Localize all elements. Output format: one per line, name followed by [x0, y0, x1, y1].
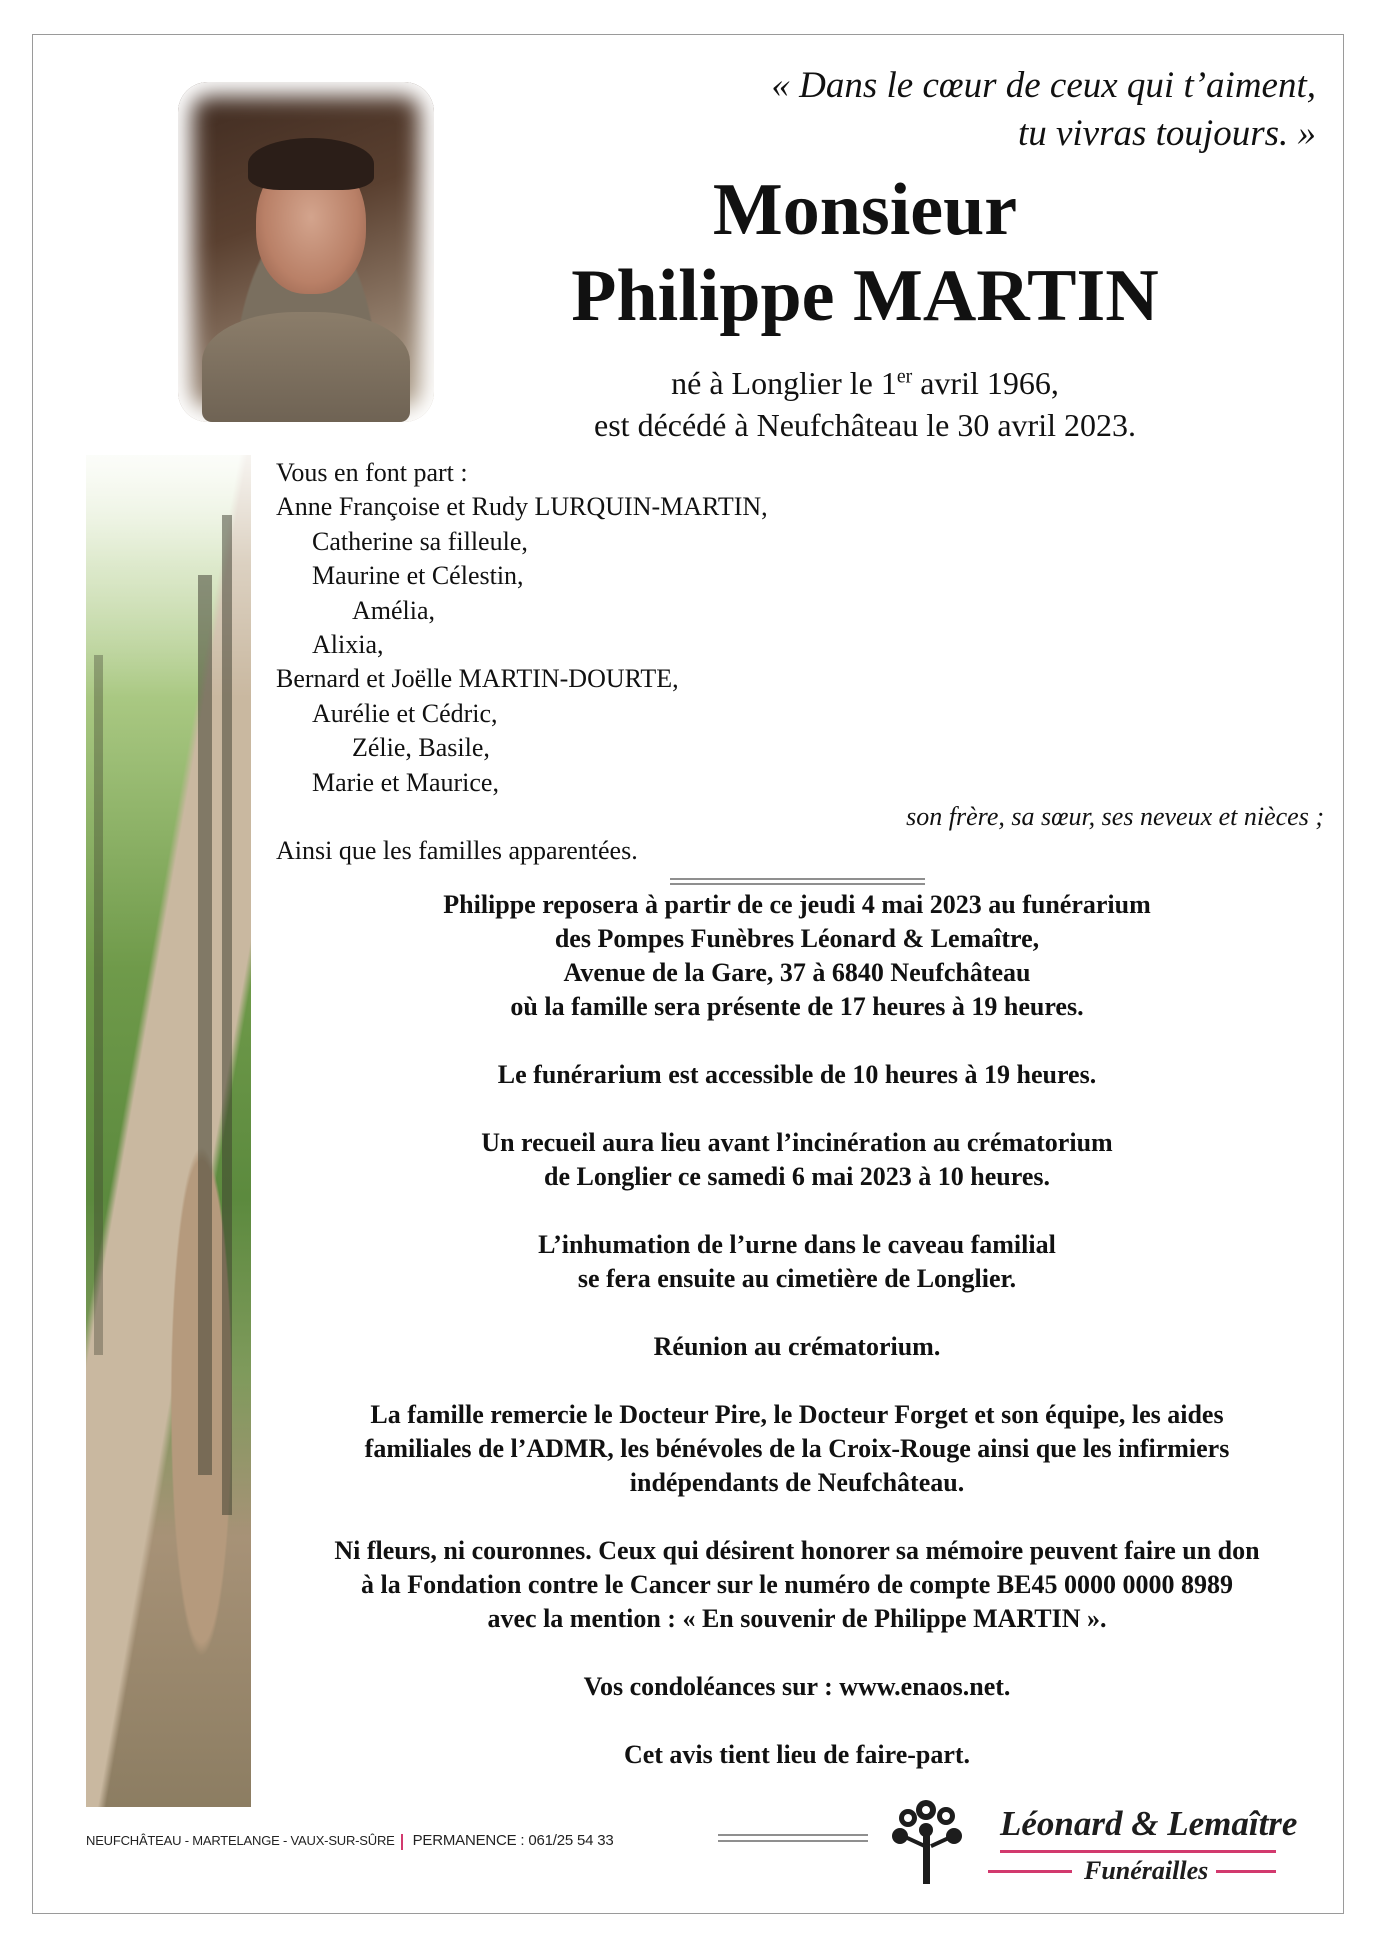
family-member-line: Alixia, [312, 629, 384, 659]
birth-death-dates [530, 362, 1200, 446]
family-intro: Vous en font part : [276, 458, 468, 487]
family-member-line: Catherine sa filleule, [312, 526, 528, 556]
birth-line: né à Longlier le 1er avril 1966, [671, 365, 1059, 401]
tree-logo-icon [886, 1796, 970, 1886]
detail-line: des Pompes Funèbres Léonard & Lemaître, [554, 924, 1040, 953]
paragraph-gap [258, 1364, 1336, 1398]
paragraph-gap [258, 1500, 1336, 1534]
portrait-photo [178, 82, 434, 422]
paragraph-gap [258, 1024, 1336, 1058]
family-member-line: Marie et Maurice, [312, 767, 499, 797]
funeral-details [258, 888, 1336, 1772]
detail-line: Philippe reposera à partir de ce jeudi 4 mai 2023 au funérarium [443, 890, 1151, 919]
paragraph-gap [258, 1296, 1336, 1330]
detail-line: de Longlier ce samedi 6 mai 2023 à 10 heures. [543, 1162, 1050, 1191]
family-member-line: Anne Françoise et Rudy LURQUIN-MARTIN, [276, 492, 768, 522]
detail-line: Cet avis tient lieu de faire-part. [623, 1740, 971, 1769]
honorific: Monsieur [712, 169, 1018, 251]
paragraph-gap [258, 1092, 1336, 1126]
detail-line: La famille remercie le Docteur Pire, le Docteur Forget et son équipe, les aides [370, 1400, 1224, 1429]
detail-line: Un recueil aura lieu avant l’incinération au crématorium [481, 1128, 1113, 1157]
family-relation: son frère, sa sœur, ses neveux et nièces ; [906, 801, 1324, 831]
family-member-line: Amélia, [352, 595, 436, 625]
detail-line: Avenue de la Gare, 37 à 6840 Neufchâteau [563, 958, 1031, 987]
family-member-line: Aurélie et Cédric, [312, 698, 498, 728]
paragraph-gap [258, 1704, 1336, 1738]
family-closing: Ainsi que les familles apparentées. [276, 836, 638, 866]
death-line: est décédé à Neufchâteau le 30 avril 2023. [594, 407, 1136, 443]
detail-line: familiales de l’ADMR, les bénévoles de la Croix-Rouge ainsi que les infirmiers [364, 1434, 1230, 1463]
deceased-name: Philippe MARTIN [571, 255, 1159, 337]
detail-line: indépendants de Neufchâteau. [629, 1468, 965, 1497]
brand-subtitle: Funérailles [1084, 1856, 1209, 1885]
family-member-line: Maurine et Célestin, [312, 561, 524, 591]
memorial-quote [616, 62, 1316, 158]
footer-contact [86, 1832, 614, 1850]
detail-line: où la famille sera présente de 17 heures à 19 heures. [510, 992, 1084, 1021]
paragraph-gap [258, 1194, 1336, 1228]
family-member-line: Zélie, Basile, [352, 733, 490, 763]
quote-line-2: tu vivras toujours. » [1017, 113, 1316, 154]
detail-line: avec la mention : « En souvenir de Philippe MARTIN ». [487, 1604, 1107, 1633]
paragraph-gap [258, 1636, 1336, 1670]
detail-line: se fera ensuite au cimetière de Longlier. [577, 1264, 1017, 1293]
quote-line-1: « Dans le cœur de ceux qui t’aiment, [771, 65, 1316, 106]
footer-locations: NEUFCHÂTEAU - MARTELANGE - VAUX-SUR-SÛRE [86, 1833, 395, 1848]
forest-path-image [86, 455, 251, 1807]
brand-name: Léonard & Lemaître [1000, 1804, 1298, 1843]
detail-line: à la Fondation contre le Cancer sur le numéro de compte BE45 0000 0000 8989 [361, 1570, 1233, 1599]
detail-line: Vos condoléances sur : www.enaos.net. [583, 1672, 1011, 1701]
detail-line: Ni fleurs, ni couronnes. Ceux qui désirent honorer sa mémoire peuvent faire un don [334, 1536, 1260, 1565]
family-announcement [276, 456, 1336, 869]
brand-sub-line-right [1216, 1870, 1276, 1873]
detail-line: Réunion au crématorium. [653, 1332, 941, 1361]
brand-sub-line-left [988, 1870, 1072, 1873]
detail-line: L’inhumation de l’urne dans le caveau familial [538, 1230, 1056, 1259]
detail-line: Le funérarium est accessible de 10 heures à 19 heures. [497, 1060, 1097, 1089]
family-member-line: Bernard et Joëlle MARTIN-DOURTE, [276, 664, 679, 694]
footer-divider [718, 1834, 868, 1842]
brand-underline [1000, 1850, 1276, 1853]
footer-permanence: PERMANENCE : 061/25 54 33 [412, 1832, 614, 1849]
section-divider [670, 878, 925, 885]
